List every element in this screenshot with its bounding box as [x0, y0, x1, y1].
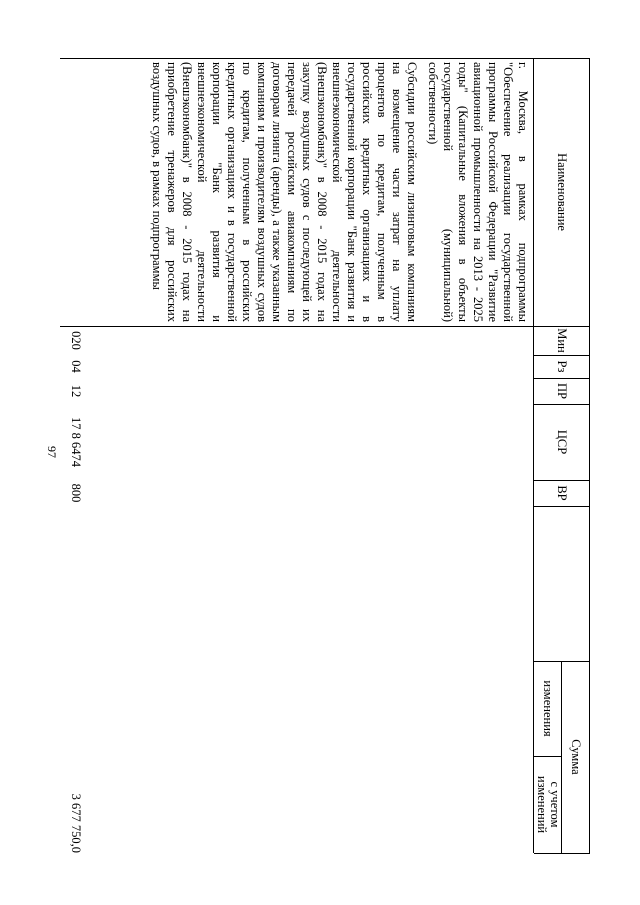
row-min: 020: [69, 331, 83, 350]
name-column: [60, 62, 530, 322]
header-pr: ПР: [555, 383, 570, 399]
header-rz: Рз: [555, 360, 570, 373]
page-number: 97: [45, 446, 59, 458]
header-changes: изменения: [541, 680, 556, 737]
row-name: г. Москва, в рамках подпрограммы "Обеспечение реализации государственной программы Российской Федерации "Развитие авиационной промышленности на 2013 - 2025 годы" (Капитальные вложения в объекты государственной (муниципальной) собственности): [426, 62, 530, 322]
header-sum: Сумма: [569, 739, 584, 775]
budget-table: [60, 58, 590, 853]
row-name: Субсидии российским лизинговым компаниям на возмещение части затрат на уплату процентов по кредитам, полученным в российских кредитных организациях и в государственной корпорации "Банк развития и внешнеэкономической деятельности (Внешэкономбанк)" в 2008 - 2015 годах на закупку воздушных судов с последующей их передачей российским авиакомпаниям по договорам лизинга (аренды), а также указанным компаниям и производителям воздушных судов по кредитам, полученным в российских кредитных организациях и в государственной корпорации "Банк развития и внешнеэкономической деятельности (Внешэкономбанк)" в 2008 - 2015 годах на приобретение тренажеров для российских воздушных судов, в рамках подпрограммы: [150, 62, 419, 322]
header-csr: ЦСР: [555, 429, 570, 455]
header-name: Наименование: [555, 153, 570, 231]
row-vr: 800: [69, 483, 83, 503]
row-pr: 12: [69, 384, 83, 398]
header-with-changes: с учетом изменений: [535, 775, 562, 834]
row-changes: [65, 661, 83, 756]
row-with-changes: 3 677 750,0: [69, 793, 83, 853]
header-vr: ВР: [555, 485, 570, 501]
header-min: Мин: [555, 328, 570, 353]
row-rz: 04: [69, 360, 83, 373]
row-csr: 17 8 6474: [69, 417, 83, 467]
